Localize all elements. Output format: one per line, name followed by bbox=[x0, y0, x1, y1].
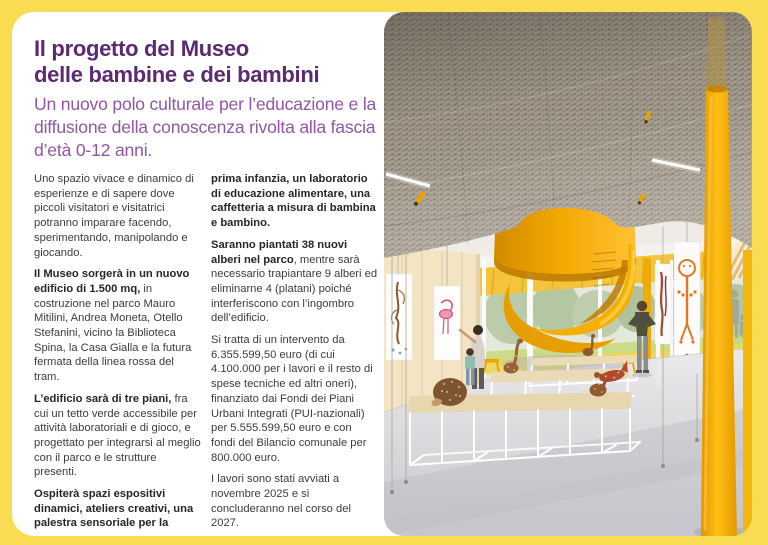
paragraph: I lavori sono stati avviati a novembre 2025 e si concluderanno nel corso del 2027. bbox=[211, 473, 351, 530]
paragraph: Ospiterà spazi espositivi dinamici, ateliers creativi, una palestra sensoriale per la bbox=[34, 488, 194, 530]
flamingo-artwork-poster bbox=[434, 286, 460, 360]
page-title bbox=[34, 36, 396, 88]
paragraph: Uno spazio vivace e dinamico di esperienze e di sapere dove piccoli visitatori e visitatrici potranno imparare facendo, sperimentando, manipolando e giocando. bbox=[34, 173, 194, 259]
header bbox=[34, 36, 396, 162]
hanging-art-panel-orange-figure bbox=[674, 222, 700, 374]
article-body bbox=[34, 172, 388, 538]
text-column-2 bbox=[211, 172, 378, 538]
paragraph: L’edificio sarà di tre piani, fra cui un tetto verde accessibile per attività laboratoriali e di gioco, e progettato per integrarsi al meglio con il parco e le strutture presenti. bbox=[34, 392, 201, 479]
title-line-2: delle bambine e dei bambini bbox=[34, 62, 320, 87]
paragraph: Saranno piantati 38 nuovi alberi nel parco, mentre sarà necessario trapiantare 9 alberi ed eliminarne 4 (platani) poiché interferiscono con l’ingombro dell’edificio. bbox=[211, 238, 378, 325]
edge-yellow-pole bbox=[743, 250, 752, 536]
museum-interior-rendering bbox=[384, 12, 752, 536]
tree-artwork-poster bbox=[386, 274, 412, 360]
paragraph: prima infanzia, un laboratorio di educazione alimentare, una caffetteria a misura di bambina e bambino. bbox=[211, 173, 376, 230]
page-subtitle: Un nuovo polo culturale per l’educazione e la diffusione della conoscenza rivolta alla fascia d’età 0-12 anni. bbox=[34, 94, 377, 160]
text-column-1 bbox=[34, 172, 201, 538]
paragraph: Si tratta di un intervento da 6.355.599,50 euro (di cui 4.100.000 per i lavori e il resto di spese tecniche ed altri oneri), finanziato dai Fondi dei Piani Urbani Integrati (PUI-nazionali) per 5.555.599,50 euro e con fondi del Bilancio comunale per 800.000 euro. bbox=[211, 334, 373, 464]
paragraph: Il Museo sorgerà in un nuovo edificio di 1.500 mq, in costruzione nel parco Mauro Mitilini, Andrea Moneta, Otello Stefanini, vicino la Biblioteca Spina, la Casa Gialla e la futura fermata della linea rossa del tram. bbox=[34, 268, 192, 384]
title-line-1: Il progetto del Museo bbox=[34, 36, 249, 61]
